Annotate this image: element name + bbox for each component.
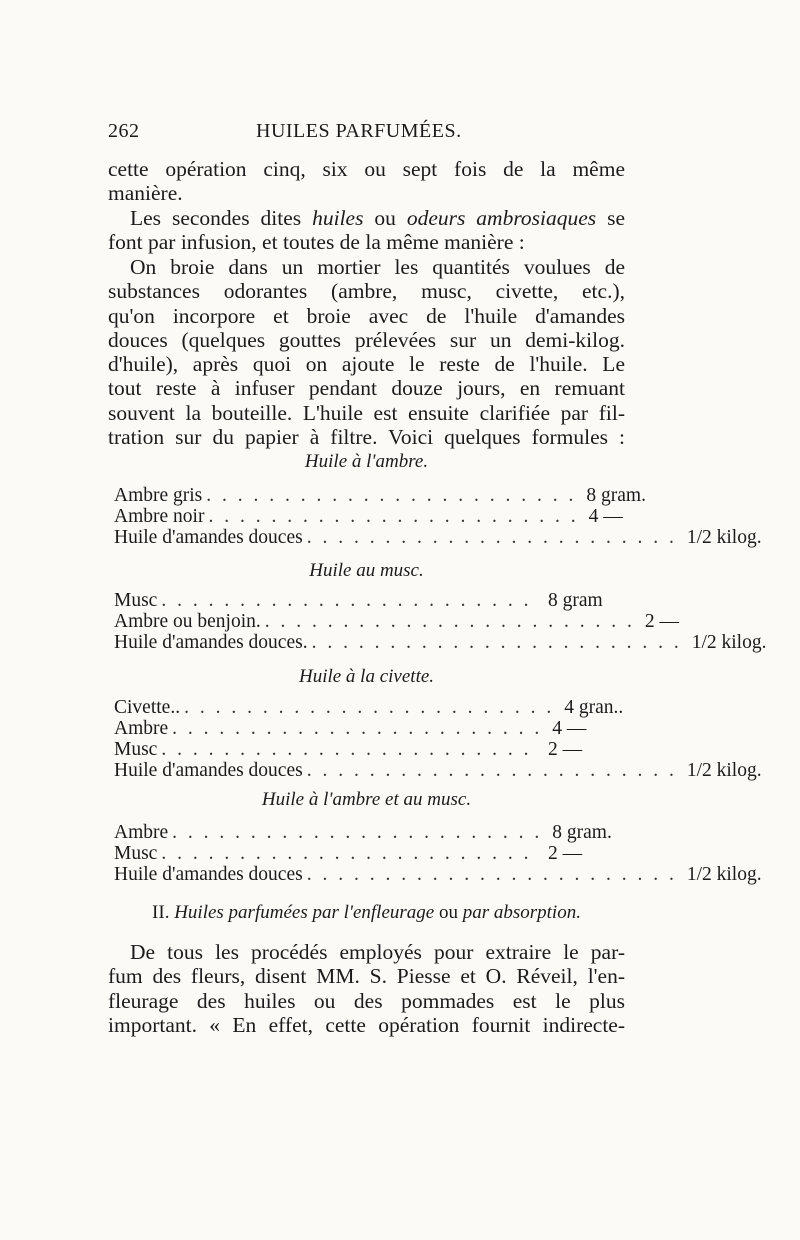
text-line: douces (quelques gouttes prélevées sur un demi-kilog. bbox=[108, 327, 625, 352]
recipe-list bbox=[114, 822, 762, 885]
dot-leader: . . . . . . . . . . . . . . . . . . . . . . . . bbox=[306, 864, 677, 885]
dot-leader: . . . . . . . . . . . . . . . . . . . . . . . . bbox=[264, 611, 635, 632]
ingredient: Ambre gris bbox=[114, 485, 203, 506]
text-line: qu'on incorpore et broie avec de l'huile d'amandes bbox=[108, 303, 625, 328]
text-line-rich: Les secondes dites huiles ou odeurs ambrosiaques se bbox=[130, 206, 626, 230]
dot-leader: . . . . . . . . . . . . . . . . . . . . . . . . bbox=[161, 590, 532, 611]
recipe-list bbox=[114, 485, 762, 548]
dot-leader: . . . . . . . . . . . . . . . . . . . . . . . . bbox=[306, 760, 677, 781]
ingredient: Musc bbox=[114, 739, 158, 760]
quantity: 1/2 kilog. bbox=[686, 864, 762, 885]
recipe-row bbox=[114, 506, 626, 527]
recipe-row bbox=[114, 697, 626, 718]
text-line: De tous les procédés employés pour extraire le par- bbox=[130, 940, 625, 964]
text-line: substances odorantes (ambre, musc, civette, etc.), bbox=[108, 279, 625, 304]
ingredient: Huile d'amandes douces bbox=[114, 864, 303, 885]
running-header bbox=[108, 120, 628, 146]
ingredient: Ambre bbox=[114, 822, 169, 843]
text-line: cette opération cinq, six ou sept fois de la même bbox=[108, 157, 625, 181]
recipe-row bbox=[114, 760, 762, 781]
dot-leader: . . . . . . . . . . . . . . . . . . . . . . . . bbox=[306, 527, 677, 548]
quantity: 1/2 kilog. bbox=[691, 632, 767, 653]
recipe-title: Huile au musc. bbox=[309, 560, 424, 581]
text-line: font par infusion, et toutes de la même manière : bbox=[108, 230, 525, 255]
recipe-row bbox=[114, 739, 626, 760]
text-line: fleurage des huiles ou des pommades est le plus bbox=[108, 988, 625, 1013]
ingredient: Huile d'amandes douces bbox=[114, 527, 303, 548]
section-conjunction: ou bbox=[438, 902, 458, 923]
quantity: 1/2 kilog. bbox=[686, 527, 762, 548]
text-line: On broie dans un mortier les quantités voulues de bbox=[130, 255, 625, 279]
quantity: 8 gram. bbox=[552, 822, 612, 843]
dot-leader: . . . . . . . . . . . . . . . . . . . . . . . . bbox=[172, 718, 543, 739]
recipe-row bbox=[114, 718, 626, 739]
page-number: 262 bbox=[108, 120, 140, 142]
section-title-part: par absorption. bbox=[462, 902, 581, 923]
text-line: important. « En effet, cette opération fournit indirecte- bbox=[108, 1012, 625, 1037]
quantity: 2 — bbox=[644, 611, 680, 632]
section-heading bbox=[108, 902, 625, 924]
recipe-row bbox=[114, 843, 626, 864]
text-line: fum des fleurs, disent MM. S. Piesse et O. Réveil, l'en- bbox=[108, 964, 625, 989]
recipe-row bbox=[114, 527, 762, 548]
running-title: HUILES PARFUMÉES. bbox=[256, 120, 462, 142]
section-title-part: Huiles parfumées par l'enfleurage bbox=[174, 902, 435, 923]
recipe-title: Huile à l'ambre et au musc. bbox=[261, 789, 472, 810]
quantity: 4 gran.. bbox=[564, 697, 624, 718]
ingredient: Ambre bbox=[114, 718, 169, 739]
ingredient: Civette.. bbox=[114, 697, 181, 718]
quantity: 2 — bbox=[548, 843, 583, 864]
ingredient: Huile d'amandes douces bbox=[114, 760, 303, 781]
text-line: tout reste à infuser pendant douze jours, en remuant bbox=[108, 376, 625, 401]
dot-leader: . . . . . . . . . . . . . . . . . . . . . . . . bbox=[208, 506, 579, 527]
recipe-row bbox=[114, 632, 767, 653]
dot-leader: . . . . . . . . . . . . . . . . . . . . . . . . bbox=[206, 485, 577, 506]
paragraph-3 bbox=[108, 255, 625, 449]
recipe-row bbox=[114, 590, 626, 611]
text-line: manière. bbox=[108, 181, 183, 206]
dot-leader: . . . . . . . . . . . . . . . . . . . . . . . . bbox=[161, 739, 532, 760]
dot-leader: . . . . . . . . . . . . . . . . . . . . . . . . bbox=[184, 697, 555, 718]
dot-leader: . . . . . . . . . . . . . . . . . . . . . . . . bbox=[311, 632, 682, 653]
ingredient: Musc bbox=[114, 590, 158, 611]
paragraph-1 bbox=[108, 157, 625, 206]
quantity: 4 — bbox=[588, 506, 623, 527]
ingredient: Ambre noir bbox=[114, 506, 205, 527]
text-line: d'huile), après quoi on ajoute le reste de l'huile. Le bbox=[108, 352, 625, 377]
paragraph-4 bbox=[108, 940, 625, 1037]
recipe-list bbox=[114, 590, 767, 653]
recipe-list bbox=[114, 697, 762, 781]
ingredient: Musc bbox=[114, 843, 158, 864]
recipe-row bbox=[114, 822, 626, 843]
section-number: II. bbox=[152, 902, 170, 923]
recipe-title: Huile à la civette. bbox=[298, 666, 435, 687]
quantity: 8 gram. bbox=[586, 485, 646, 506]
dot-leader: . . . . . . . . . . . . . . . . . . . . . . . . bbox=[172, 822, 543, 843]
text-line: souvent la bouteille. L'huile est ensuite clarifiée par fil- bbox=[108, 400, 625, 425]
recipe-row bbox=[114, 611, 680, 632]
quantity: 1/2 kilog. bbox=[686, 760, 762, 781]
recipe-row bbox=[114, 864, 762, 885]
ingredient: Ambre ou benjoin. bbox=[114, 611, 261, 632]
quantity: 2 — bbox=[548, 739, 583, 760]
quantity: 8 gram bbox=[548, 590, 603, 611]
paragraph-2 bbox=[108, 206, 625, 255]
dot-leader: . . . . . . . . . . . . . . . . . . . . . . . . bbox=[161, 843, 532, 864]
recipe-row bbox=[114, 485, 646, 506]
quantity: 4 — bbox=[552, 718, 587, 739]
ingredient: Huile d'amandes douces. bbox=[114, 632, 308, 653]
recipe-title: Huile à l'ambre. bbox=[304, 451, 429, 472]
text-line: tration sur du papier à filtre. Voici quelques formules : bbox=[108, 425, 625, 450]
